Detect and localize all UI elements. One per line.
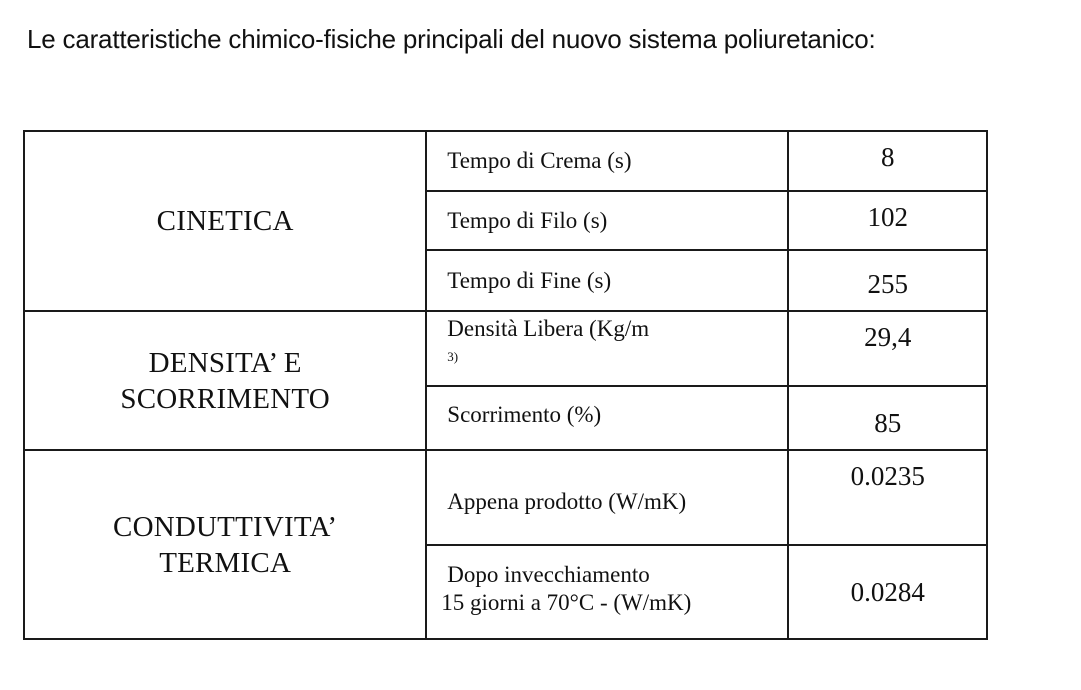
category-cell-cinetica [24,131,426,311]
unit-superscript: 3) [447,349,459,364]
value-cell [788,131,987,191]
category-cell-conduttivita [24,450,426,639]
property-label-line: 15 giorni a 70°C - (W/mK) [441,590,692,615]
property-cell [426,311,788,386]
table-row [24,131,987,191]
property-label: Tempo di Fine (s) [447,267,612,293]
category-label: SCORRIMENTO [120,382,330,415]
property-label: Tempo di Crema (s) [447,148,632,173]
property-value: 85 [874,408,902,438]
value-cell [788,386,987,450]
property-cell [426,250,788,311]
property-value: 102 [867,202,908,232]
property-label: Scorrimento (%) [447,402,602,427]
property-cell [426,386,788,450]
property-label: Appena prodotto (W/mK) [447,488,687,514]
properties-table [23,130,988,640]
property-value: 255 [867,269,908,299]
table-row [24,311,987,386]
property-cell [426,545,788,639]
value-cell [788,191,987,250]
value-cell [788,545,987,639]
page-heading: Le caratteristiche chimico-fisiche principali del nuovo sistema poliuretanico: [27,24,876,54]
category-label: TERMICA [159,546,292,579]
category-cell-densita [24,311,426,450]
property-cell [426,191,788,250]
table-row [24,450,987,545]
property-value: 0.0235 [850,461,925,491]
property-value: 29,4 [864,322,912,352]
property-cell [426,131,788,191]
property-label-line: Dopo invecchiamento [447,562,650,587]
value-cell [788,250,987,311]
property-value: 0.0284 [850,576,925,607]
category-label: DENSITA’ E [148,346,302,379]
category-label: CONDUTTIVITA’ [113,510,338,543]
value-cell [788,450,987,545]
property-value: 8 [880,142,895,172]
value-cell [788,311,987,386]
property-cell [426,450,788,545]
category-label: CINETICA [156,205,294,237]
property-label: Densità Libera (Kg/m $^{3)}$ [447,316,650,364]
property-label: Tempo di Filo (s) [447,207,608,233]
